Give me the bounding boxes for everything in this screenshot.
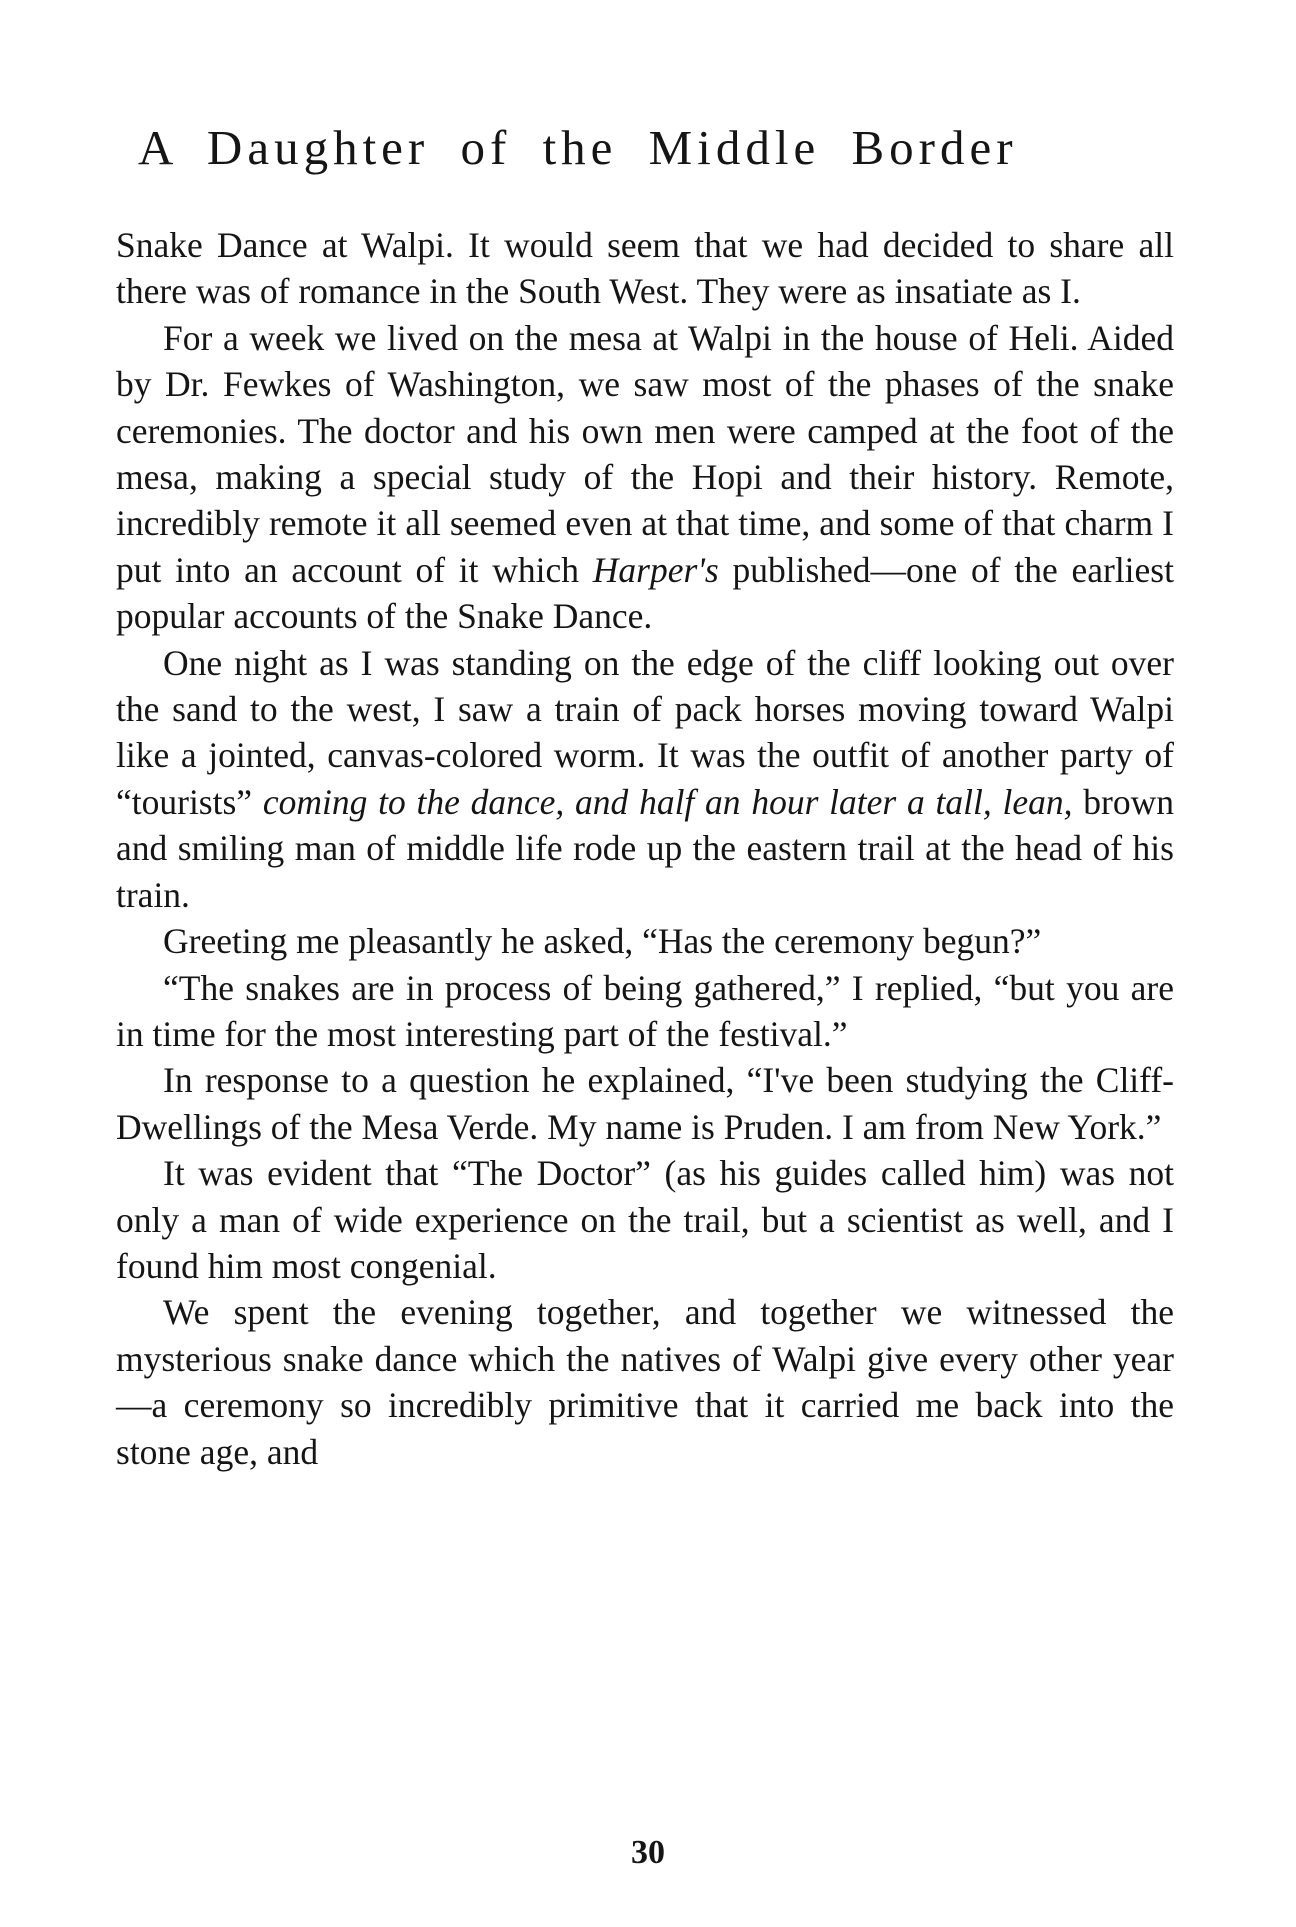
running-head: A Daughter of the Middle Border [138, 120, 1018, 175]
paragraph-text: One night as I was standing on the edge of the cliff looking out over the sand to the west, I saw a train of pack horses moving toward Walpi like a jointed, canvas-colored worm. It was the outfit of another party of “tourists” [116, 642, 1174, 822]
paragraph-text: “The snakes are in process of being gathered,” I replied, “but you are in time for the most interesting part of the festival.” [116, 967, 1174, 1054]
paragraph-text: We spent the evening together, and together we witnessed the mysterious snake dance which the natives of Walpi give every other year—a ceremony so incredibly primitive that it carried me back into the stone age, and [116, 1292, 1174, 1472]
body-text [116, 222, 1174, 1475]
paragraph [116, 1057, 1174, 1150]
italic-text: coming to the dance, and half an hour later a tall, lean, [262, 781, 1073, 822]
paragraph-text: For a week we lived on the mesa at Walpi in the house of Heli. Aided by Dr. Fewkes of Washington, we saw most of the phases of the snake ceremonies. The doctor and his own men were camped at the foot of the mesa, making a special study of the Hopi and their history. Remote, incredibly remote it all seemed even at that time, and some of that charm I put into an account of it which [116, 317, 1174, 590]
paragraph-text: Greeting me pleasantly he asked, “Has the ceremony begun?” [163, 921, 1042, 962]
paragraph-text: Snake Dance at Walpi. It would seem that we had decided to share all there was of romance in the South West. They were as insatiate as I. [116, 225, 1174, 312]
paragraph [116, 965, 1174, 1058]
paragraph [116, 918, 1174, 964]
paragraph-text: In response to a question he explained, “I've been studying the Cliff-Dwellings of the Mesa Verde. My name is Pruden. I am from New York.” [116, 1060, 1174, 1147]
paragraph-text: published—one of the earliest popular accounts of the Snake Dance. [116, 549, 1174, 637]
paragraph [116, 222, 1174, 315]
italic-text: Harper's [592, 549, 719, 590]
paragraph [116, 315, 1174, 640]
paragraph [116, 1289, 1174, 1475]
paragraph [116, 640, 1174, 918]
paragraph [116, 1150, 1174, 1289]
page-number: 30 [631, 1834, 665, 1871]
paragraph-text: It was evident that “The Doctor” (as his guides called him) was not only a man of wide experience on the trail, but a scientist as well, and I found him most congenial. [116, 1153, 1174, 1286]
paragraph-text: brown and smiling man of middle life rode up the eastern trail at the head of his train. [116, 781, 1174, 915]
